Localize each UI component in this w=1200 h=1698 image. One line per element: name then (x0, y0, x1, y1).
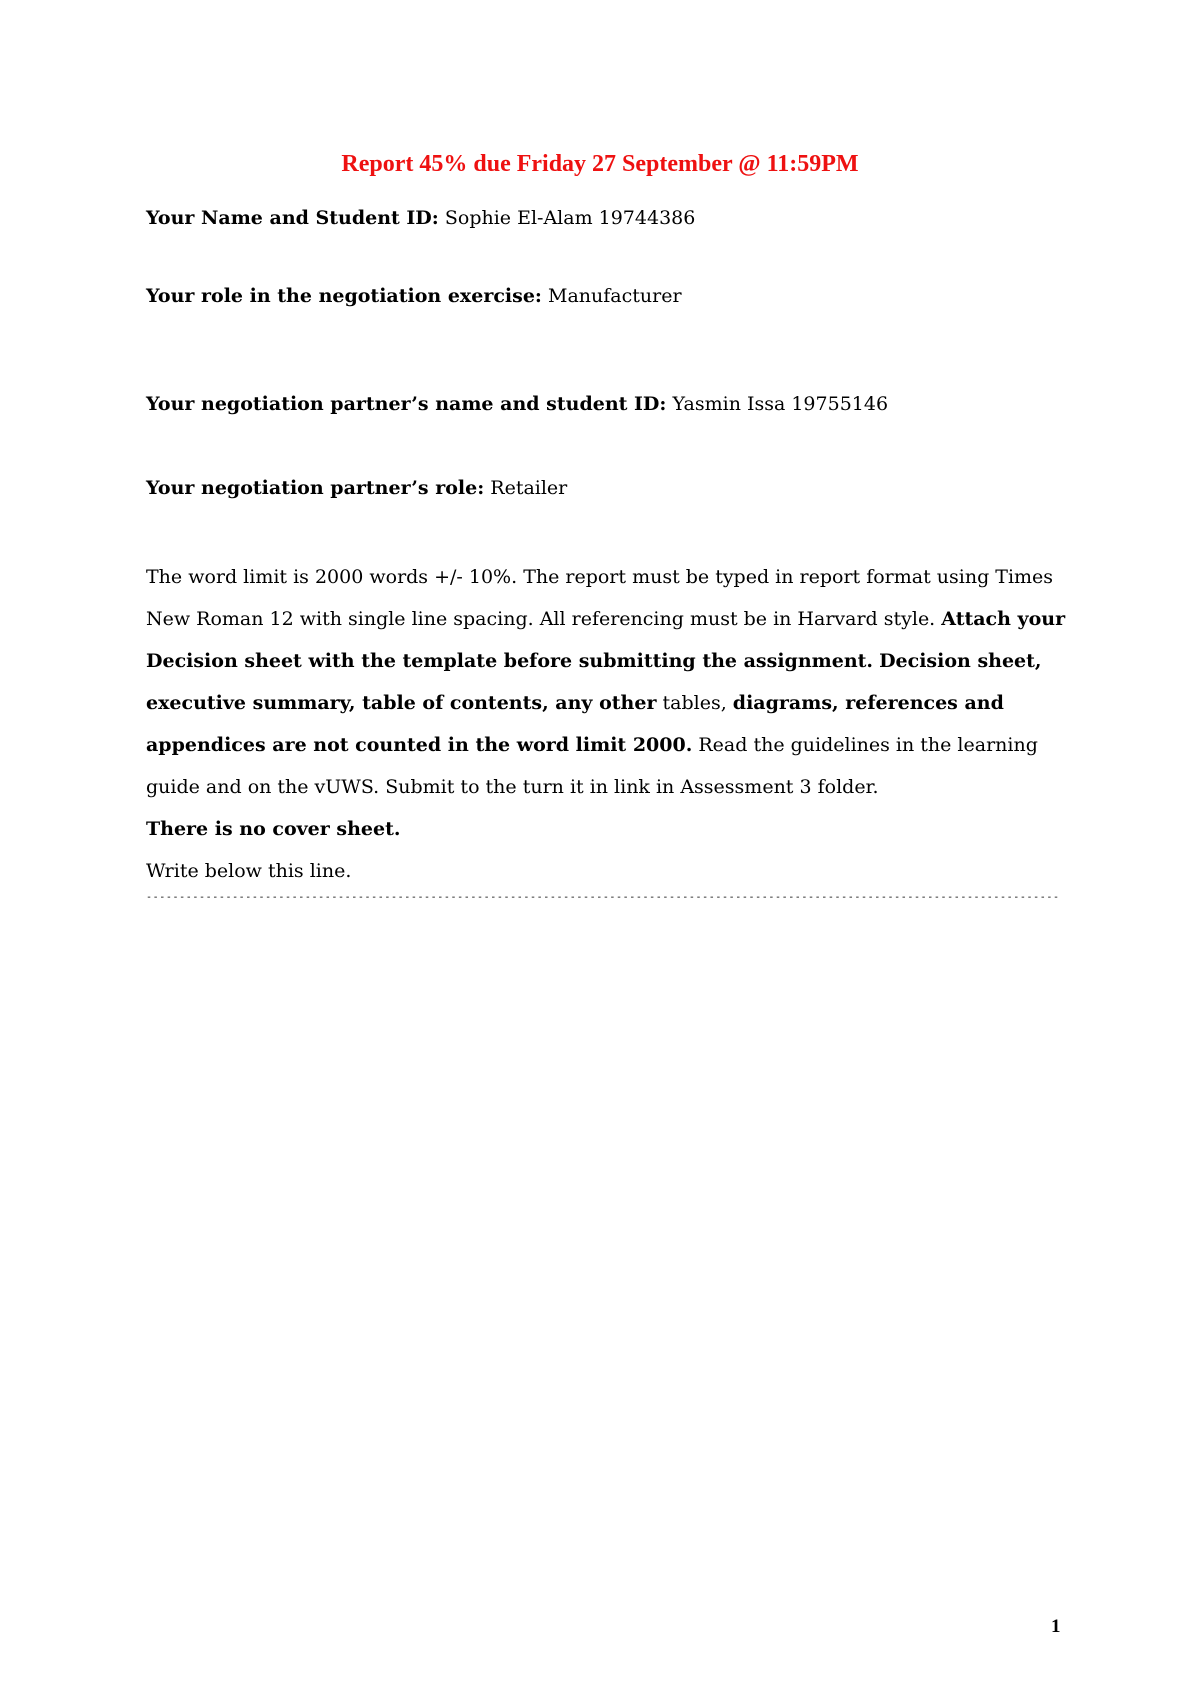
attach-decision-sheet-text: Attach your Decision sheet with the template before submitting the assignment. (146, 608, 1066, 672)
partner-role-field (146, 474, 567, 502)
guidelines-text: Read the guidelines in the learning guide and on the vUWS. Submit to the turn it in link in Assessment 3 folder. (146, 734, 1038, 798)
excluded-items-text-2: diagrams, references and appendices are not counted in the word limit 2000. (146, 692, 1004, 756)
page-number: 1 (1051, 1616, 1061, 1637)
write-below-text: Write below this line. (146, 860, 352, 882)
name-student-id-field (146, 204, 695, 232)
field-label: Your role in the negotiation exercise: (146, 285, 542, 307)
field-label: Your negotiation partner’s name and student ID: (146, 393, 667, 415)
field-value: Retailer (490, 477, 568, 499)
word-limit-text: The word limit is 2000 words +/- 10%. The report must be typed in report format using Times New Roman 12 with single line spacing. All referencing must be in Harvard style. (146, 566, 1054, 630)
field-value: Yasmin Issa 19755146 (672, 393, 889, 415)
field-label: Your negotiation partner’s role: (146, 477, 485, 499)
no-cover-sheet-text: There is no cover sheet. (146, 818, 401, 840)
role-field (146, 282, 682, 310)
separator-line: ------------------------------------------------------------------------------------------------------------------------------------------ (146, 892, 1060, 903)
excluded-items-text: Decision sheet, executive summary, table of contents, any other (146, 650, 1042, 714)
partner-name-id-field (146, 390, 888, 418)
field-label: Your Name and Student ID: (146, 207, 439, 229)
instructions-block (146, 556, 1086, 892)
page-title: Report 45% due Friday 27 September @ 11:59PM (341, 151, 859, 177)
field-value: Manufacturer (547, 285, 682, 307)
field-value: Sophie El-Alam 19744386 (444, 207, 696, 229)
tables-text: tables, (662, 692, 727, 714)
